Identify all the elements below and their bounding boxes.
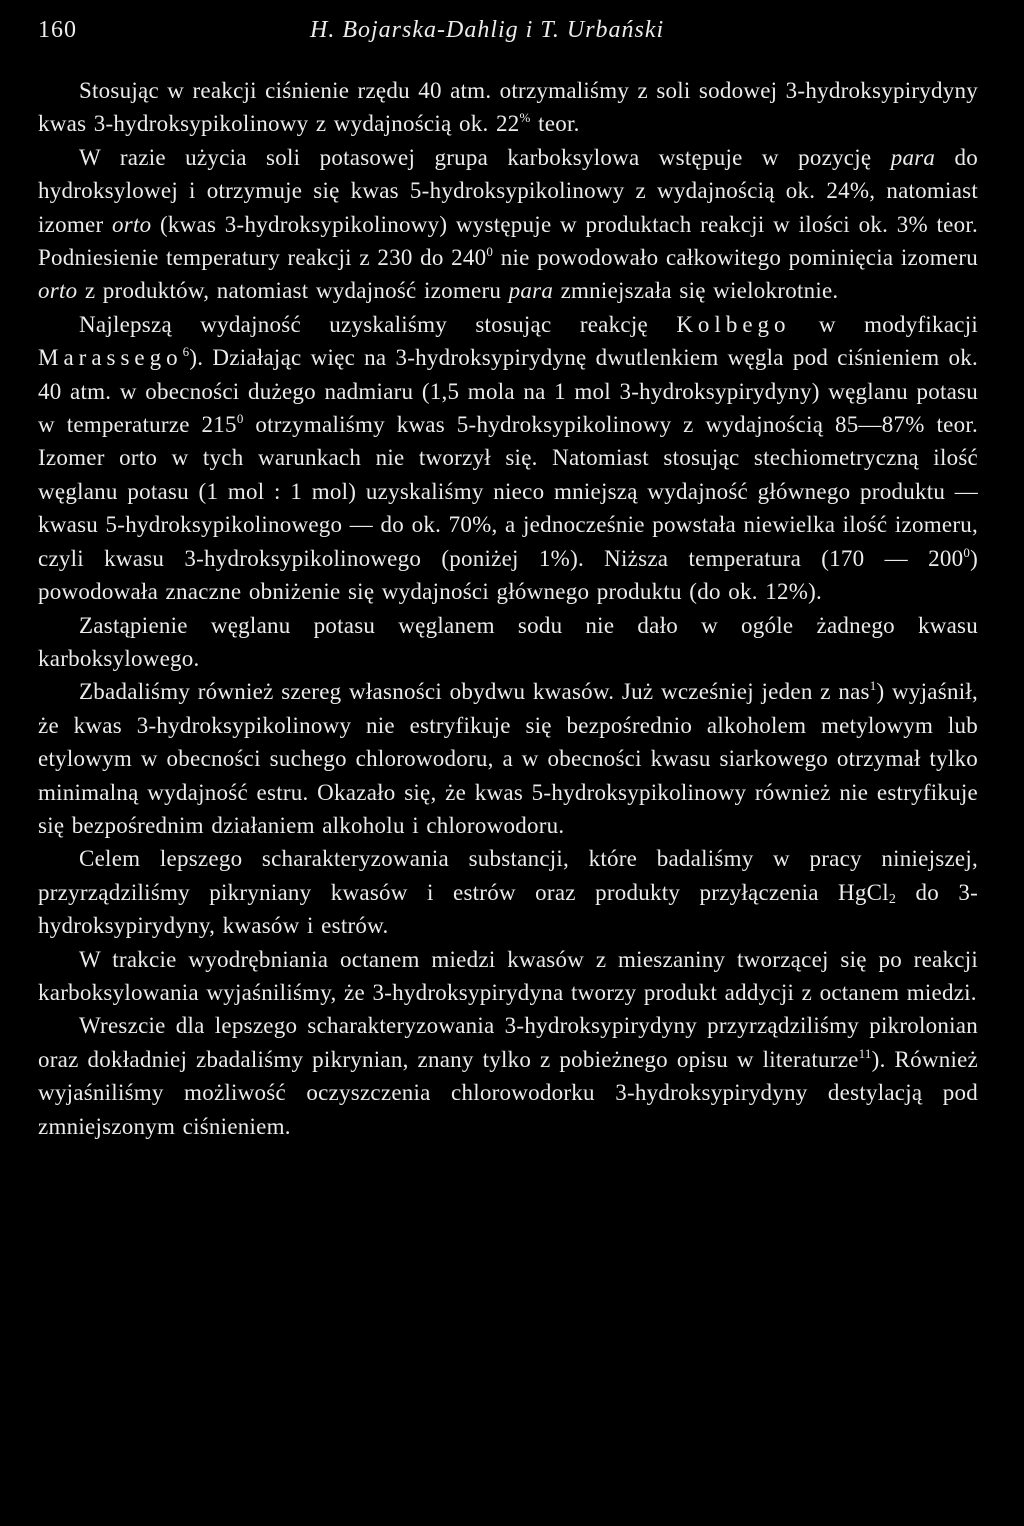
paragraph-p6 <box>38 842 978 942</box>
text-run: w modyfikacji <box>790 311 978 337</box>
text-run: Wreszcie dla lepszego scharakteryzowania 3-hydroksypirydyny przyrządziliśmy pikrolonian oraz dokładniej zbadaliśmy pikrynian, znany tylko z pobieżnego opisu w literaturze <box>38 1013 978 1072</box>
superscript: 0 <box>486 244 494 260</box>
paragraph-p2 <box>38 141 978 308</box>
paragraph-p1 <box>38 74 978 141</box>
spaced-name: Kolbego <box>676 311 791 337</box>
text-run: Zastąpienie węglanu potasu węglanem sodu nie dało w ogóle żadnego kwasu karboksylowego. <box>38 612 978 671</box>
superscript: 0 <box>963 544 971 560</box>
running-head <box>38 10 978 50</box>
italic-term: para <box>890 144 936 170</box>
superscript: 11 <box>858 1045 872 1061</box>
italic-term: para <box>508 278 554 304</box>
text-run: Zbadaliśmy również szereg własności obydwu kwasów. Już wcześniej jeden z nas <box>79 679 870 705</box>
text-run: teor. <box>530 111 580 137</box>
text-run: Stosując w reakcji ciśnienie rzędu 40 atm. otrzymaliśmy z soli sodowej 3-hydroksypirydyny kwas 3-hydroksypikolinowy z wydajnością ok. 22 <box>38 78 978 137</box>
document-page <box>38 10 978 1520</box>
paragraph-p7 <box>38 943 978 1010</box>
paragraph-p5 <box>38 675 978 842</box>
italic-term: orto <box>112 211 152 237</box>
text-run: Najlepszą wydajność uzyskaliśmy stosując reakcję <box>79 311 677 337</box>
page-number: 160 <box>38 17 77 43</box>
text-run: (kwas 3-hydroksypikolinowy) występuje w produktach reakcji w ilości ok. 3% teor. Podniesienie temperatury reakcji z 230 do 240 <box>38 211 978 271</box>
text-run: ) powodowała znaczne obniżenie się wydajności głównego produktu (do ok. 12%). <box>38 545 978 605</box>
paragraph-p4 <box>38 609 978 676</box>
text-run: zmniejszała się wielokrotnie. <box>553 278 839 304</box>
superscript: 1 <box>869 678 877 694</box>
text-run: nie powodowało całkowitego pominięcia izomeru <box>493 245 978 271</box>
spaced-name: Marassego <box>38 345 183 371</box>
superscript: 0 <box>236 411 244 427</box>
text-run: Celem lepszego scharakteryzowania substancji, które badaliśmy w pracy niniejszej, przyrządziliśmy pikryniany kwasów i estrów oraz produkty przyłączenia HgCl <box>38 846 978 905</box>
paragraph-p3 <box>38 308 978 609</box>
body-text <box>38 74 978 1143</box>
text-run: ) wyjaśnił, że kwas 3-hydroksypikolinowy nie estryfikuje się bezpośrednio alkoholem metylowym lub etylowym w obecności suchego chlorowodoru, a w obecności kwasu siarkowego otrzymał tylko minimalną wydajność estru. Okazało się, że kwas 5-hydroksypikolinowy również nie estryfikuje się bezpośrednim działaniem alkoholu i chlorowodoru. <box>38 679 978 838</box>
text-run: z produktów, natomiast wydajność izomeru <box>77 278 509 304</box>
text-run: do hydroksylowej i otrzymuje się kwas 5-hydroksypikolinowy z wydajnością ok. 24%, natomiast izomer <box>38 144 979 237</box>
text-run: W razie użycia soli potasowej grupa karboksylowa wstępuje w pozycję <box>79 144 891 170</box>
italic-term: orto <box>38 278 78 304</box>
text-run: do 3-hydroksypirydyny, kwasów i estrów. <box>38 879 978 939</box>
text-run: otrzymaliśmy kwas 5-hydroksypikolinowy z wydajnością 85—87% teor. Izomer orto w tych warunkach nie tworzył się. Natomiast stosując stechiometryczną ilość węglanu potasu (1 mol : 1 mol) uzyskaliśmy nieco mniejszą wydajność głównego produktu — kwasu 5-hydroksypikolinowego — do ok. 70%, a jednocześnie powstała niewielka ilość izomeru, czyli kwasu 3-hydroksypikolinowego (poniżej 1%). Niższa temperatura (170 — 200 <box>38 412 978 571</box>
subscript: 2 <box>888 891 897 907</box>
paragraph-p8 <box>38 1009 978 1143</box>
text-run: ). Działając więc na 3-hydroksypirydynę dwutlenkiem węgla pod ciśnieniem ok. 40 atm. w obecności dużego nadmiaru (1,5 mola na 1 mol 3-hydroksypirydyny) węglanu potasu w temperaturze 215 <box>38 345 978 438</box>
superscript: % <box>519 110 531 126</box>
text-run: W trakcie wyodrębniania octanem miedzi kwasów z mieszaniny tworzącej się po reakcji karboksylowania wyjaśniliśmy, że 3-hydroksypirydyna tworzy produkt addycji z octanem miedzi. <box>38 946 978 1005</box>
running-head-title: H. Bojarska-Dahlig i T. Urbański <box>310 17 665 43</box>
superscript: 6 <box>182 344 190 360</box>
text-run: ). Również wyjaśniliśmy możliwość oczyszczenia chlorowodorku 3-hydroksypirydyny destylacją pod zmniejszonym ciśnieniem. <box>38 1046 978 1139</box>
